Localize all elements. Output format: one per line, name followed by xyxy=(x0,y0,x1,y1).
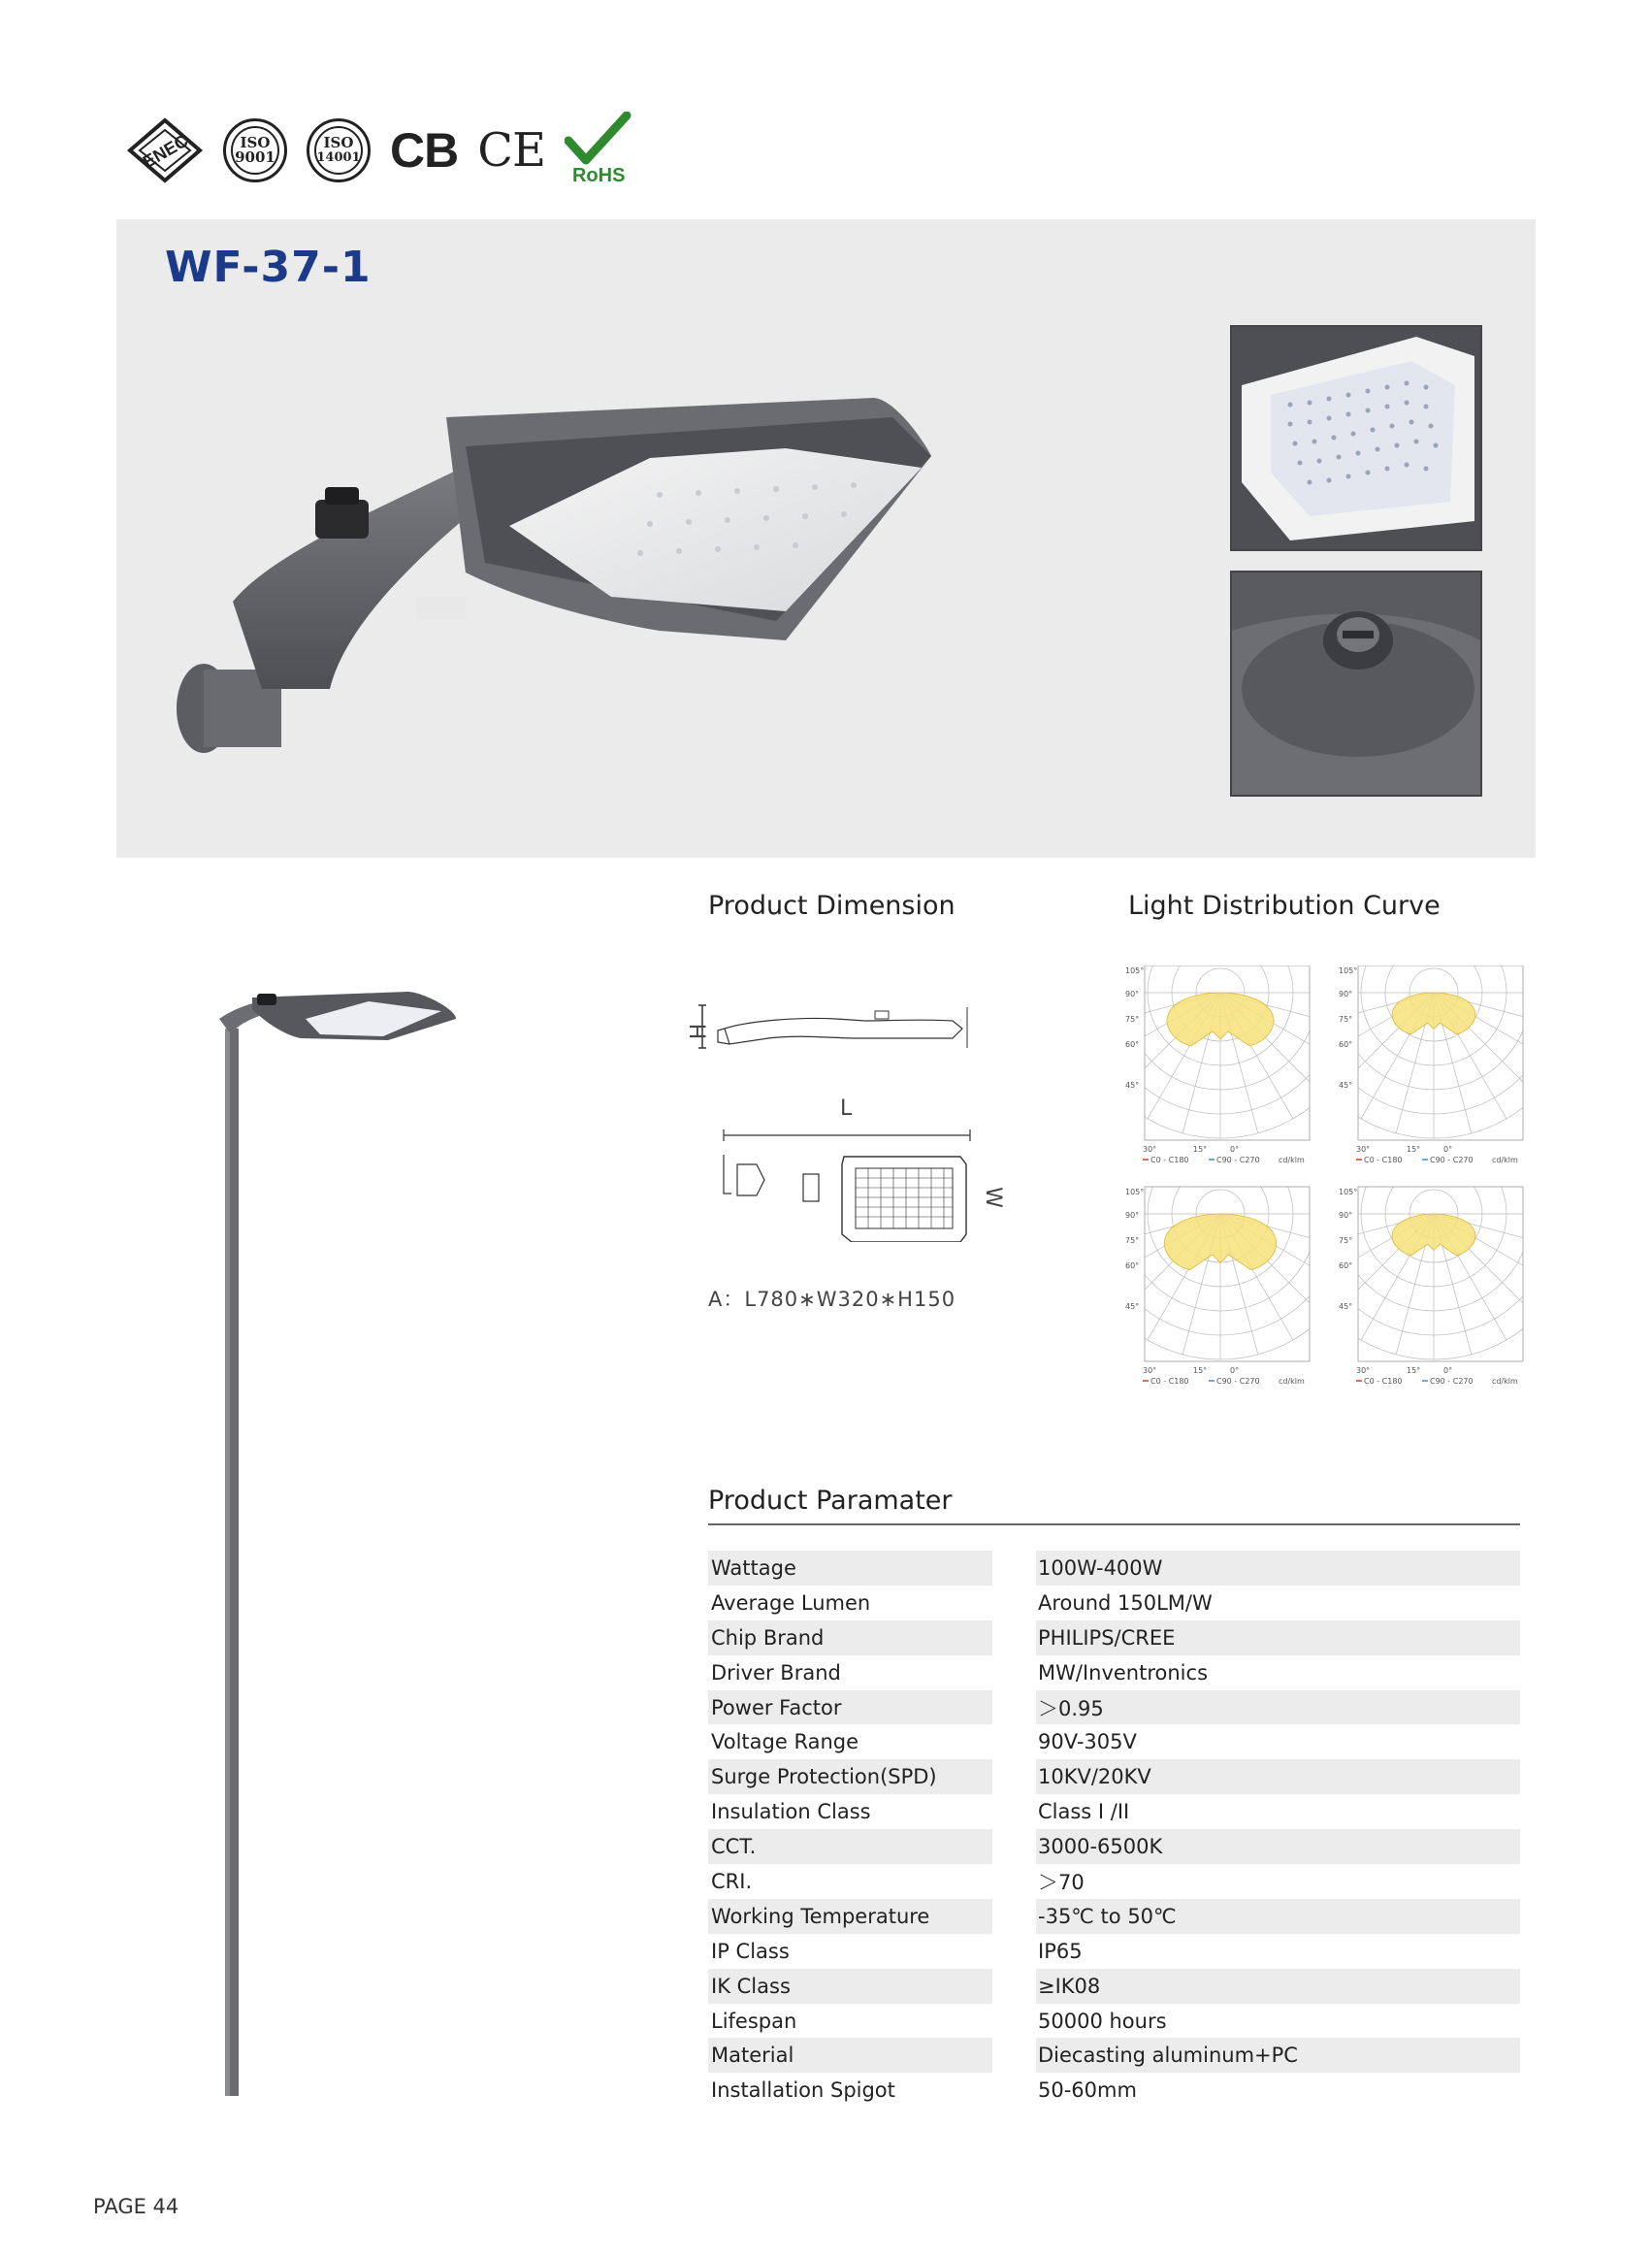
parameter-row xyxy=(708,1829,1520,1864)
parameter-gap xyxy=(992,1690,1036,1725)
polar-angle-label: 90° xyxy=(1339,990,1353,998)
polar-angle-label: 105° xyxy=(1339,966,1358,975)
parameter-key: Average Lumen xyxy=(711,1590,871,1615)
cb-logo: CB xyxy=(390,123,459,178)
polar-angle-label: 30° xyxy=(1143,1145,1157,1154)
iso14001-label-top: ISO xyxy=(323,134,354,151)
legend-label: cd/klm xyxy=(1279,1156,1305,1164)
parameter-value: -35℃ to 50℃ xyxy=(1036,1899,1520,1934)
legend-label: cd/klm xyxy=(1279,1377,1305,1386)
parameter-value: 3000-6500K xyxy=(1036,1829,1520,1864)
parameter-gap xyxy=(992,1655,1036,1690)
parameter-value: PHILIPS/CREE xyxy=(1036,1620,1520,1655)
legend-label: C0 - C180 xyxy=(1150,1156,1189,1164)
height-label: H xyxy=(687,1022,712,1040)
parameter-value: 50-60mm xyxy=(1038,2078,1137,2103)
page-number: PAGE 44 xyxy=(93,2195,179,2218)
parameter-key: Chip Brand xyxy=(708,1620,992,1655)
parameter-gap xyxy=(992,1620,1036,1655)
parameter-row xyxy=(708,1759,1520,1794)
parameter-value: Class I /II xyxy=(1038,1800,1130,1824)
parameter-key: Lifespan xyxy=(711,2009,797,2033)
polar-angle-label: 0° xyxy=(1443,1145,1453,1154)
top-view-dimension-drawing xyxy=(718,1126,980,1242)
parameter-row xyxy=(708,1551,1520,1586)
parameter-gap xyxy=(992,1586,1036,1620)
polar-angle-label: 30° xyxy=(1143,1366,1157,1375)
polar-angle-label: 45° xyxy=(1125,1081,1140,1090)
legend-label: cd/klm xyxy=(1492,1156,1518,1164)
parameter-row xyxy=(708,1620,1520,1655)
polar-grid xyxy=(1125,965,1366,1138)
product-dimension-title: Product Dimension xyxy=(708,891,956,921)
parameter-key: Voltage Range xyxy=(711,1730,859,1754)
parameter-key: Wattage xyxy=(708,1551,992,1586)
polar-angle-label: 90° xyxy=(1125,1211,1140,1220)
legend-label: C90 - C270 xyxy=(1216,1377,1260,1386)
parameter-title-underline xyxy=(708,1523,1520,1525)
parameter-gap xyxy=(992,1864,1036,1899)
polar-curves-svg xyxy=(1125,965,1533,1402)
parameter-row xyxy=(708,1899,1520,1934)
parameter-key: IP Class xyxy=(711,1939,790,1963)
street-light-pole-image xyxy=(213,980,466,2096)
polar-angle-label: 90° xyxy=(1339,1211,1353,1220)
parameter-gap xyxy=(992,1934,1036,1969)
width-label: W xyxy=(980,1187,1005,1209)
legend-label: C90 - C270 xyxy=(1216,1156,1260,1164)
polar-angle-label: 105° xyxy=(1125,966,1145,975)
side-view-dimension-drawing xyxy=(691,999,982,1067)
ce-logo: CE xyxy=(477,123,545,178)
polar-angle-label: 75° xyxy=(1125,1236,1140,1245)
polar-angle-label: 15° xyxy=(1193,1366,1208,1375)
polar-angle-label: 60° xyxy=(1339,1261,1353,1270)
polar-angle-label: 0° xyxy=(1230,1145,1240,1154)
street-light-main-image xyxy=(155,378,1086,767)
polar-angle-label: 105° xyxy=(1339,1188,1358,1196)
rohs-logo xyxy=(565,112,632,189)
parameter-row xyxy=(708,1864,1520,1899)
polar-angle-label: 45° xyxy=(1339,1302,1353,1311)
polar-curve xyxy=(1288,1068,1533,1386)
parameter-key: IK Class xyxy=(708,1969,992,2004)
polar-curve xyxy=(1125,1068,1366,1386)
iso9001-label-top: ISO xyxy=(240,134,271,151)
polar-angle-label: 15° xyxy=(1193,1145,1208,1154)
parameter-row xyxy=(708,1934,1520,1969)
polar-angle-label: 75° xyxy=(1125,1015,1140,1024)
parameter-value: 90V-305V xyxy=(1038,1730,1137,1754)
distribution-lobe xyxy=(1167,993,1274,1046)
parameter-row xyxy=(708,1794,1520,1829)
polar-curve-grid xyxy=(1125,965,1533,1402)
parameter-key: Material xyxy=(708,2038,992,2073)
polar-angle-label: 90° xyxy=(1125,990,1140,998)
polar-angle-label: 30° xyxy=(1356,1366,1371,1375)
parameter-table xyxy=(708,1551,1520,2108)
parameter-value: ≥IK08 xyxy=(1036,1969,1520,2004)
polar-angle-label: 0° xyxy=(1230,1366,1240,1375)
polar-angle-label: 45° xyxy=(1125,1302,1140,1311)
rohs-label: RoHS xyxy=(571,165,626,186)
parameter-value: MW/Inventronics xyxy=(1038,1660,1209,1685)
checkmark-icon xyxy=(565,112,632,170)
legend-label: C90 - C270 xyxy=(1430,1377,1474,1386)
parameter-value: ＞70 xyxy=(1038,1870,1085,1894)
iso14001-label-bottom: 14001 xyxy=(316,150,361,165)
parameter-key: Insulation Class xyxy=(711,1800,871,1824)
parameter-row xyxy=(708,1586,1520,1620)
polar-angle-label: 15° xyxy=(1407,1145,1421,1154)
light-distribution-title: Light Distribution Curve xyxy=(1128,891,1441,921)
polar-angle-label: 15° xyxy=(1407,1366,1421,1375)
legend-label: C0 - C180 xyxy=(1364,1156,1403,1164)
parameter-row xyxy=(708,1724,1520,1759)
distribution-lobe xyxy=(1392,993,1475,1034)
polar-angle-label: 30° xyxy=(1356,1145,1371,1154)
polar-grid xyxy=(1125,1068,1366,1359)
certification-logos xyxy=(126,107,632,194)
parameter-gap xyxy=(992,2038,1036,2073)
parameter-key: Driver Brand xyxy=(711,1660,841,1685)
parameter-value: Diecasting aluminum+PC xyxy=(1036,2038,1520,2073)
polar-grid xyxy=(1288,965,1533,1138)
parameter-row xyxy=(708,1969,1520,2004)
legend-label: C90 - C270 xyxy=(1430,1156,1474,1164)
parameter-value: 50000 hours xyxy=(1038,2009,1167,2033)
parameter-gap xyxy=(992,1829,1036,1864)
led-array-detail-image xyxy=(1232,327,1480,549)
parameter-gap xyxy=(992,1899,1036,1934)
parameter-gap xyxy=(992,1794,1036,1829)
polar-angle-label: 0° xyxy=(1443,1366,1453,1375)
parameter-key: Power Factor xyxy=(708,1690,992,1725)
parameter-value: 10KV/20KV xyxy=(1036,1759,1520,1794)
parameter-value: 100W-400W xyxy=(1036,1551,1520,1586)
parameter-gap xyxy=(992,1724,1036,1759)
distribution-lobe xyxy=(1392,1214,1475,1256)
parameter-gap xyxy=(992,1551,1036,1586)
parameter-value: IP65 xyxy=(1038,1939,1083,1963)
dimension-caption: A：L780∗W320∗H150 xyxy=(708,1288,956,1311)
sensor-socket-detail-thumbnail xyxy=(1230,571,1482,797)
parameter-gap xyxy=(992,1759,1036,1794)
polar-angle-label: 60° xyxy=(1125,1261,1140,1270)
parameter-gap xyxy=(992,2073,1036,2108)
parameter-key: Surge Protection(SPD) xyxy=(708,1759,992,1794)
polar-angle-label: 60° xyxy=(1339,1040,1353,1049)
iso9001-label-bottom: 9001 xyxy=(235,148,275,166)
parameter-key: Working Temperature xyxy=(708,1899,992,1934)
length-label: L xyxy=(840,1096,854,1121)
polar-angle-label: 60° xyxy=(1125,1040,1140,1049)
parameter-gap xyxy=(992,1969,1036,2004)
legend-label: C0 - C180 xyxy=(1150,1377,1189,1386)
parameter-value: ＞0.95 xyxy=(1036,1690,1520,1725)
iso9001-logo xyxy=(223,118,287,182)
polar-angle-label: 75° xyxy=(1339,1236,1353,1245)
enec-label: ENEC xyxy=(139,130,192,173)
product-parameter-title: Product Paramater xyxy=(708,1486,953,1516)
polar-angle-label: 75° xyxy=(1339,1015,1353,1024)
product-model-title: WF-37-1 xyxy=(165,243,372,292)
parameter-row xyxy=(708,1655,1520,1690)
parameter-key: CRI. xyxy=(711,1869,753,1893)
parameter-key: Installation Spigot xyxy=(711,2078,895,2103)
enec-logo-icon xyxy=(126,116,204,184)
polar-curve xyxy=(1125,965,1366,1164)
legend-label: C0 - C180 xyxy=(1364,1377,1403,1386)
parameter-row xyxy=(708,1690,1520,1725)
distribution-lobe xyxy=(1164,1214,1276,1270)
parameter-value: Around 150LM/W xyxy=(1038,1590,1213,1615)
parameter-row xyxy=(708,2004,1520,2039)
polar-angle-label: 45° xyxy=(1339,1081,1353,1090)
parameter-gap xyxy=(992,2004,1036,2039)
parameter-row xyxy=(708,2038,1520,2073)
iso14001-logo xyxy=(307,118,371,182)
socket-detail-image xyxy=(1232,572,1480,795)
polar-angle-label: 105° xyxy=(1125,1188,1145,1196)
polar-curve xyxy=(1288,965,1533,1164)
led-panel-detail-thumbnail xyxy=(1230,325,1482,551)
parameter-key: CCT. xyxy=(708,1829,992,1864)
parameter-row xyxy=(708,2073,1520,2108)
legend-label: cd/klm xyxy=(1492,1377,1518,1386)
